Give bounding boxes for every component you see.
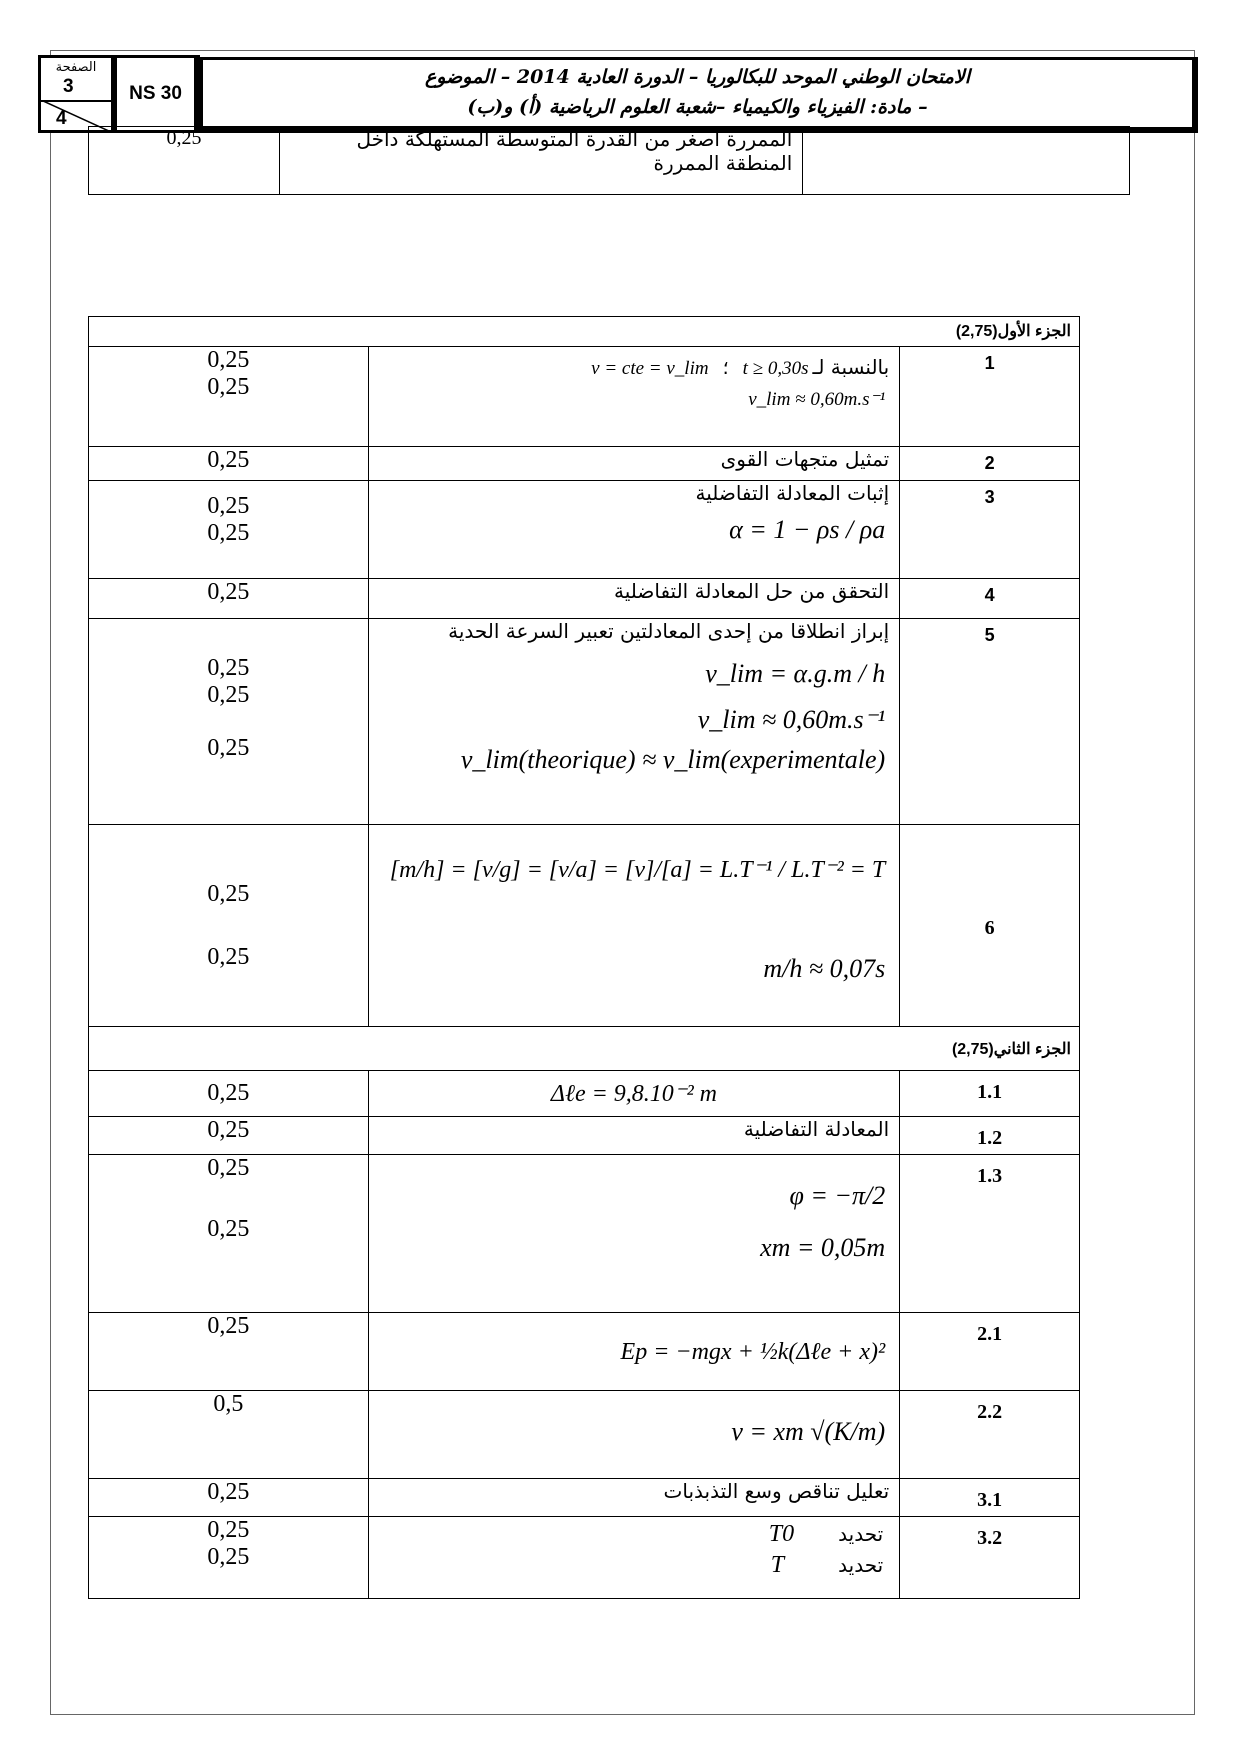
score: 0,25 [207, 682, 250, 708]
formula: v = cte = v_lim [591, 358, 709, 379]
score-cell [89, 825, 369, 1027]
answer-cell [368, 481, 900, 579]
formula: m/h ≈ 0,07s [763, 954, 886, 983]
page-label: الصفحة [55, 60, 97, 75]
question-number: 3.2 [900, 1517, 1080, 1599]
formula: T0 [768, 1521, 795, 1547]
score: 0,25 [207, 374, 250, 400]
answer-cell [368, 347, 900, 447]
formula: φ = −π/2 [789, 1181, 886, 1210]
score-cell [89, 1071, 369, 1117]
question-number: 6 [900, 825, 1080, 1027]
question-number: 3.1 [900, 1479, 1080, 1517]
answer-cell [368, 825, 900, 1027]
formula: T [770, 1552, 785, 1578]
exam-code: NS 30 [114, 55, 200, 133]
formula: [m/h] = [v/g] = [v/a] = [v]/[a] = L.T⁻¹ / L.T⁻² = T [389, 857, 886, 883]
part-1-title: الجزء الأول(2,75) [89, 317, 1080, 347]
score: 0,25 [207, 944, 250, 970]
answer-text: بالنسبة لـ [812, 355, 890, 379]
question-number: 1.1 [900, 1071, 1080, 1117]
formula: α = 1 − ρs / ρa [729, 515, 886, 544]
question-number: 1.3 [900, 1155, 1080, 1313]
answer-line: الممررة أصغر من القدرة المتوسطة المستهلكة داخل [356, 127, 793, 151]
question-number: 5 [900, 619, 1080, 825]
question-number: 4 [900, 579, 1080, 619]
title-line-1: الامتحان الوطني الموحد للبكالوريا – الدورة العادية 2014 – الموضوع [424, 66, 971, 88]
score: 0,25 [207, 881, 250, 907]
score: 0,25 [207, 1080, 250, 1106]
title-line-2: – مادة: الفيزياء والكيمياء –شعبة العلوم الرياضية (أ) و(ب) [467, 96, 928, 118]
answer-text: تحديد [838, 1522, 884, 1546]
question-number: 3 [900, 481, 1080, 579]
score-cell [89, 447, 369, 481]
score-cell [89, 1479, 369, 1517]
answer-cell [368, 1071, 900, 1117]
answer-text: تحديد [838, 1553, 884, 1577]
formula: t ≥ 0,30s [742, 358, 809, 379]
separator: ؛ [722, 358, 729, 379]
score-cell [89, 481, 369, 579]
formula: Δℓe = 9,8.10⁻² m [550, 1081, 717, 1107]
continuation-table [88, 126, 1130, 195]
score: 0,25 [207, 520, 250, 546]
formula: v_lim ≈ 0,60m.s⁻¹ [748, 389, 886, 410]
answer-cell [368, 1155, 900, 1313]
score-cell [89, 1391, 369, 1479]
score: 0,5 [213, 1391, 244, 1417]
answer-text: تمثيل متجهات القوى [368, 447, 900, 481]
formula: v_lim ≈ 0,60m.s⁻¹ [697, 705, 886, 734]
formula: xm = 0,05m [760, 1233, 886, 1262]
score: 0,25 [207, 493, 250, 519]
score-cell [89, 1117, 369, 1155]
question-cell [803, 127, 1130, 195]
score: 0,25 [207, 1544, 250, 1570]
answer-text: إثبات المعادلة التفاضلية [695, 481, 890, 505]
question-number: 2 [900, 447, 1080, 481]
score: 0,25 [207, 1517, 250, 1543]
score-cell [89, 1313, 369, 1391]
answer-text: التحقق من حل المعادلة التفاضلية [368, 579, 900, 619]
score: 0,25 [166, 127, 202, 149]
answer-cell [279, 127, 802, 195]
score: 0,25 [207, 447, 250, 473]
score: 0,25 [207, 735, 250, 761]
page-number-box [38, 55, 114, 133]
answer-cell [368, 1391, 900, 1479]
score-cell [89, 619, 369, 825]
score-cell [89, 1155, 369, 1313]
score-cell [89, 127, 280, 195]
answer-line: المنطقة الممررة [653, 151, 793, 175]
formula: v_lim = α.g.m / h [705, 659, 886, 688]
answer-text: إبراز انطلاقا من إحدى المعادلتين تعبير السرعة الحدية [448, 619, 890, 643]
formula: Ep = −mgx + ½k(Δℓe + x)² [620, 1339, 886, 1365]
answer-text: المعادلة التفاضلية [368, 1117, 900, 1155]
question-number: 1.2 [900, 1117, 1080, 1155]
formula: v_lim(theorique) ≈ v_lim(experimentale) [460, 745, 886, 774]
score: 0,25 [207, 655, 250, 681]
grading-table [88, 316, 1080, 1599]
score: 0,25 [207, 1313, 250, 1339]
answer-cell [368, 1517, 900, 1599]
question-number: 2.2 [900, 1391, 1080, 1479]
score: 0,25 [207, 1117, 250, 1143]
answer-cell [368, 619, 900, 825]
answer-text: تعليل تناقص وسع التذبذبات [368, 1479, 900, 1517]
answer-cell [368, 1313, 900, 1391]
score: 0,25 [207, 347, 250, 373]
score-cell [89, 579, 369, 619]
score: 0,25 [207, 1216, 250, 1242]
score-cell [89, 1517, 369, 1599]
score: 0,25 [207, 579, 250, 605]
page-total: 4 [56, 108, 67, 129]
score: 0,25 [207, 1155, 250, 1181]
formula: v = xm √(K/m) [731, 1417, 886, 1446]
question-number: 1 [900, 347, 1080, 447]
part-2-title: الجزء الثاني(2,75) [89, 1027, 1080, 1071]
exam-title [200, 57, 1198, 133]
question-number: 2.1 [900, 1313, 1080, 1391]
score-cell [89, 347, 369, 447]
page-current: 3 [63, 76, 74, 97]
score: 0,25 [207, 1479, 250, 1505]
